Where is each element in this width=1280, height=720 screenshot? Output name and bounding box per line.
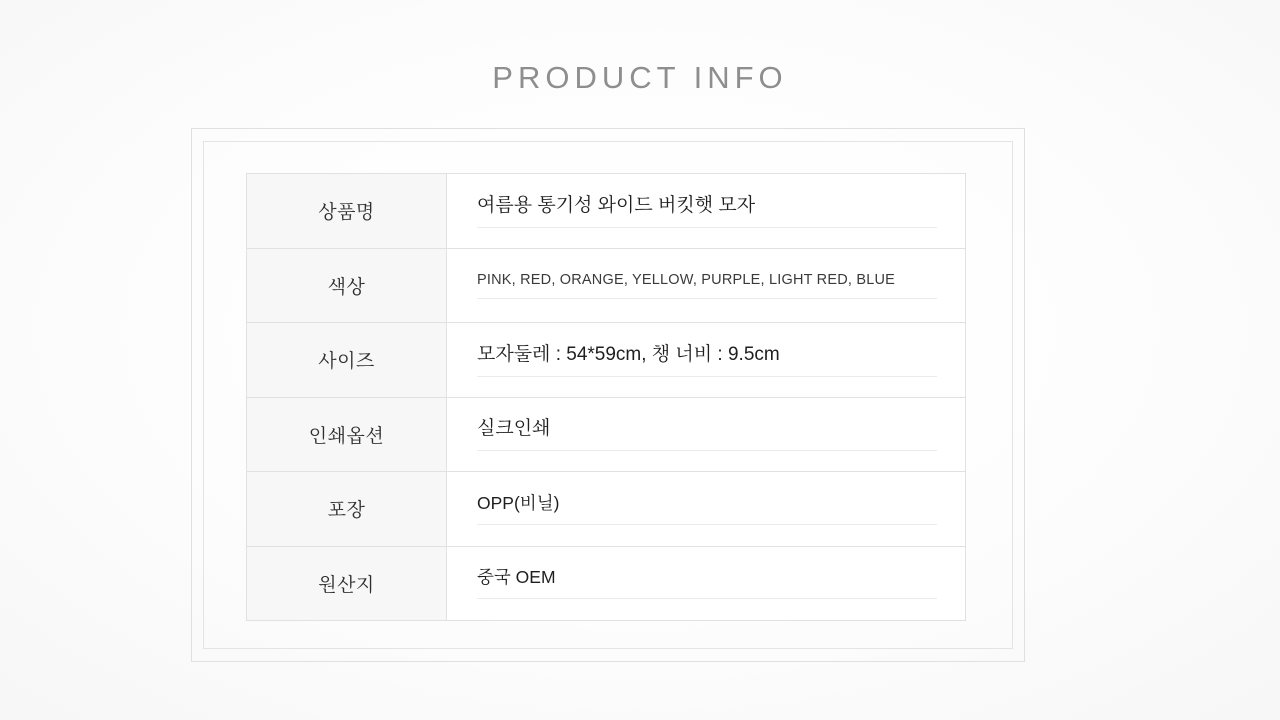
spec-label-size: 사이즈 bbox=[247, 323, 447, 398]
spec-value-product-name-cell bbox=[447, 174, 966, 249]
spec-value-origin-cell bbox=[447, 546, 966, 621]
table-row bbox=[247, 323, 966, 398]
spec-value-product-name: 여름용 통기성 와이드 버킷햇 모자 bbox=[477, 194, 937, 228]
table-row bbox=[247, 248, 966, 323]
spec-value-packaging-cell bbox=[447, 472, 966, 547]
spec-value-origin: 중국 OEM bbox=[477, 567, 937, 599]
table-row bbox=[247, 472, 966, 547]
table-row bbox=[247, 397, 966, 472]
table-row bbox=[247, 174, 966, 249]
spec-label-print-option: 인쇄옵션 bbox=[247, 397, 447, 472]
product-spec-table bbox=[246, 173, 966, 621]
spec-value-color: PINK, RED, ORANGE, YELLOW, PURPLE, LIGHT RED, BLUE bbox=[477, 271, 937, 299]
spec-value-print-option-cell bbox=[447, 397, 966, 472]
spec-label-origin: 원산지 bbox=[247, 546, 447, 621]
spec-label-product-name: 상품명 bbox=[247, 174, 447, 249]
spec-value-print-option: 실크인쇄 bbox=[477, 417, 937, 451]
spec-value-color-cell bbox=[447, 248, 966, 323]
spec-value-size-cell bbox=[447, 323, 966, 398]
table-row bbox=[247, 546, 966, 621]
spec-value-packaging: OPP(비닐) bbox=[477, 493, 937, 525]
spec-label-packaging: 포장 bbox=[247, 472, 447, 547]
spec-value-size: 모자둘레 : 54*59cm, 챙 너비 : 9.5cm bbox=[477, 343, 937, 377]
spec-label-color: 색상 bbox=[247, 248, 447, 323]
page-title: PRODUCT INFO bbox=[492, 60, 788, 95]
